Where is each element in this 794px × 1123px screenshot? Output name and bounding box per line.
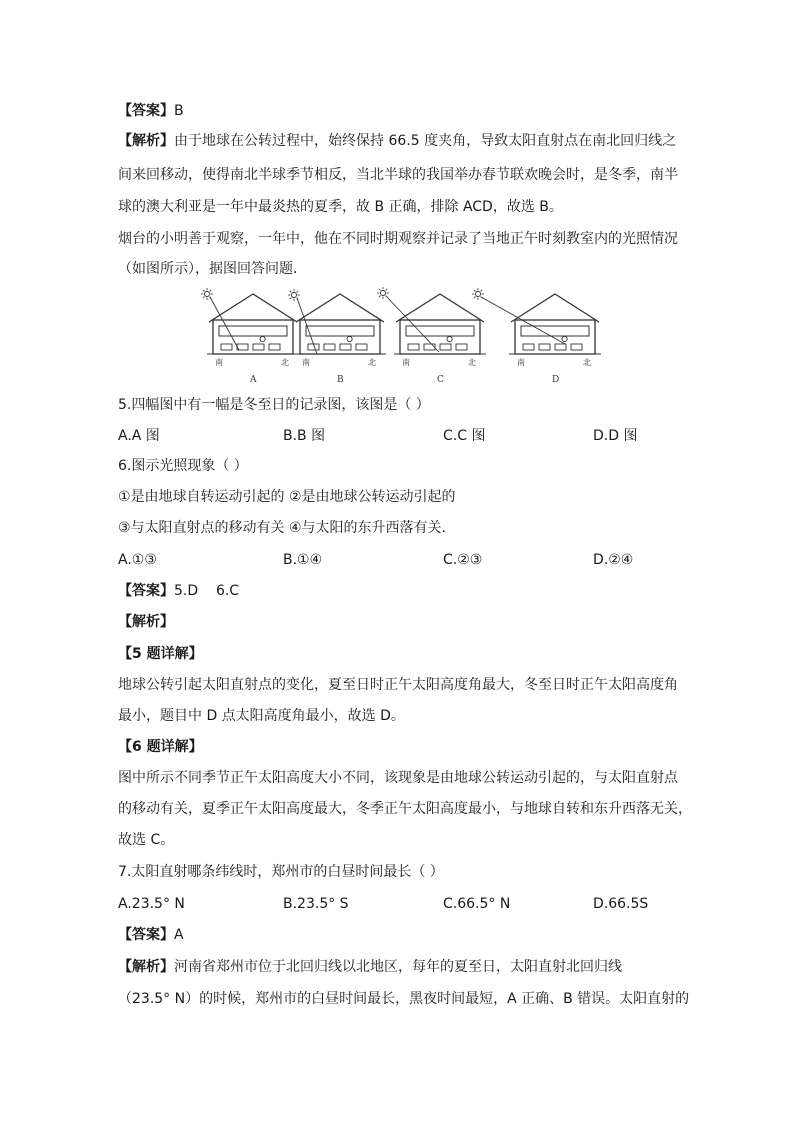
panel-b-desk <box>324 344 335 350</box>
panel-d-sun-ray <box>481 290 483 292</box>
panel-d-sun-ray <box>474 297 476 299</box>
q6-option-d: D.②④ <box>593 552 634 568</box>
answer-tag: 【答案】 <box>118 103 174 119</box>
q56-analysis-tag: 【解析】 <box>118 614 174 630</box>
q5-detail-tag: 【5 题详解】 <box>118 646 203 662</box>
panel-c-desk <box>424 344 435 350</box>
stem-line-1: 烟台的小明善于观察，一年中，他在不同时期观察并记录了当地正午时刻教室内的光照情况 <box>118 231 678 247</box>
q5-option-b: B.B 图 <box>283 428 326 444</box>
q5-option-c: C.C 图 <box>443 428 486 444</box>
analysis-text: 河南省郑州市位于北回归线以北地区，每年的夏至日，太阳直射北回归线 <box>174 959 622 975</box>
q6-question: 6.图示光照现象（ ） <box>118 458 248 474</box>
panel-a-label: A <box>250 375 257 385</box>
panel-a-north-label: 北 <box>281 358 289 367</box>
panel-a-south-label: 南 <box>215 358 223 367</box>
panel-c-person <box>447 336 452 341</box>
panel-a-sun-ray <box>203 290 205 292</box>
q7-analysis-line-2: （23.5° N）的时候，郑州市的白昼时间最长，黑夜时间最短，A 正确、B 错误。太阳直射的 <box>118 991 690 1007</box>
panel-b-roof <box>296 294 384 322</box>
answer-value: B <box>174 103 184 119</box>
panel-a-desk <box>253 344 264 350</box>
q5-question: 5.四幅图中有一幅是冬至日的记录图，该图是（ ） <box>118 397 430 413</box>
q7-answer <box>118 924 184 946</box>
panel-c-desk <box>440 344 451 350</box>
panel-d-desk <box>571 344 582 350</box>
panel-a-person <box>260 336 265 341</box>
panel-b-sun-ray <box>297 291 299 293</box>
panel-a-window <box>219 326 287 336</box>
panel-d-roof <box>511 294 599 322</box>
panel-d-window <box>521 326 589 336</box>
q6-detail-line-3: 故选 C。 <box>118 832 175 848</box>
answer-value: A <box>174 927 184 943</box>
q7-option-c: C.66.5° N <box>443 896 511 912</box>
panel-b-label: B <box>337 375 344 385</box>
q56-answer <box>118 580 239 602</box>
panel-c-sun-ray <box>379 296 381 298</box>
q4-answer <box>118 100 184 122</box>
answer-tag: 【答案】 <box>118 927 174 943</box>
analysis-tag: 【解析】 <box>118 133 174 149</box>
panel-c-desk <box>456 344 467 350</box>
panel-c-north-label: 北 <box>468 358 476 367</box>
panel-b-north-label: 北 <box>368 358 376 367</box>
panel-c-desk <box>408 344 419 350</box>
q4-analysis-line-1 <box>118 130 676 152</box>
q6-items-line-2: ③与太阳直射点的移动有关 ④与太阳的东升西落有关． <box>118 520 456 536</box>
panel-c-sun-ray <box>379 289 381 291</box>
panel-a-roof <box>209 294 297 322</box>
q6-option-a: A.①③ <box>118 552 157 568</box>
panel-a-sun-ray <box>203 297 205 299</box>
q7-option-a: A.23.5° N <box>118 896 185 912</box>
panel-d-desk <box>523 344 534 350</box>
panel-d-desk <box>555 344 566 350</box>
panel-a-sun-ray <box>210 290 212 292</box>
panel-b-desk <box>356 344 367 350</box>
q6-option-b: B.①④ <box>283 552 323 568</box>
stem-line-2: （如图所示），据图回答问题． <box>118 261 307 277</box>
panel-d-desk <box>539 344 550 350</box>
panel-c-sun-icon <box>381 291 386 296</box>
panel-a-desk <box>269 344 280 350</box>
panel-b-window <box>306 326 374 336</box>
q4-analysis-line-2: 间来回移动，使得南北半球季节相反，当北半球的我国举办春节联欢晚会时，是冬季，南半 <box>118 167 678 183</box>
q6-detail-line-2: 的移动有关，夏季正午太阳高度最大，冬季正午太阳高度最小，与地球自转和东升西落无关， <box>118 801 692 817</box>
classroom-sunlight-figure <box>195 286 605 386</box>
analysis-tag: 【解析】 <box>118 959 174 975</box>
q5-option-d: D.D 图 <box>593 428 638 444</box>
q5-detail-line-1: 地球公转引起太阳直射点的变化，夏至日时正午太阳高度角最大，冬至日时正午太阳高度角 <box>118 677 678 693</box>
panel-c-sun-ray <box>386 289 388 291</box>
panel-b-desk <box>340 344 351 350</box>
panel-b-sun-icon <box>292 293 297 298</box>
panel-b-south-label: 南 <box>302 358 310 367</box>
q7-option-d: D.66.5S <box>593 896 649 912</box>
panel-a-sun-icon <box>205 292 210 297</box>
panel-d-label: D <box>552 375 560 385</box>
panel-d-sun-ray <box>474 290 476 292</box>
panel-c-south-label: 南 <box>402 358 410 367</box>
q4-analysis-line-3: 球的澳大利亚是一年中最炎热的夏季，故 B 正确，排除 ACD，故选 B。 <box>118 199 563 215</box>
q7-analysis-line-1 <box>118 956 622 978</box>
q5-detail-line-2: 最小，题目中 D 点太阳高度角最小，故选 D。 <box>118 708 405 724</box>
q6-detail-line-1: 图中所示不同季节正午太阳高度大小不同，该现象是由地球公转运动引起的，与太阳直射点 <box>118 770 678 786</box>
panel-d-person <box>562 336 567 341</box>
panel-a-desk <box>221 344 232 350</box>
answer-value: 5.D 6.C <box>174 583 240 599</box>
q6-items-line-1: ①是由地球自转运动引起的 ②是由地球公转运动引起的 <box>118 489 456 505</box>
panel-c-label: C <box>437 375 444 385</box>
q7-question: 7.太阳直射哪条纬线时，郑州市的白昼时间最长（ ） <box>118 864 444 880</box>
panel-d-north-label: 北 <box>583 358 591 367</box>
answer-tag: 【答案】 <box>118 583 174 599</box>
panel-b-person <box>347 336 352 341</box>
panel-b-sun-ray <box>290 291 292 293</box>
q6-option-c: C.②③ <box>443 552 483 568</box>
analysis-text: 由于地球在公转过程中，始终保持 66.5 度夹角，导致太阳直射点在南北回归线之 <box>174 133 677 149</box>
panel-b-sun-ray <box>290 298 292 300</box>
q7-option-b: B.23.5° S <box>283 896 349 912</box>
panel-d-south-label: 南 <box>517 358 525 367</box>
panel-d-sun-icon <box>476 292 481 297</box>
panel-c-roof <box>396 294 484 322</box>
q5-option-a: A.A 图 <box>118 428 160 444</box>
q6-detail-tag: 【6 题详解】 <box>118 739 203 755</box>
